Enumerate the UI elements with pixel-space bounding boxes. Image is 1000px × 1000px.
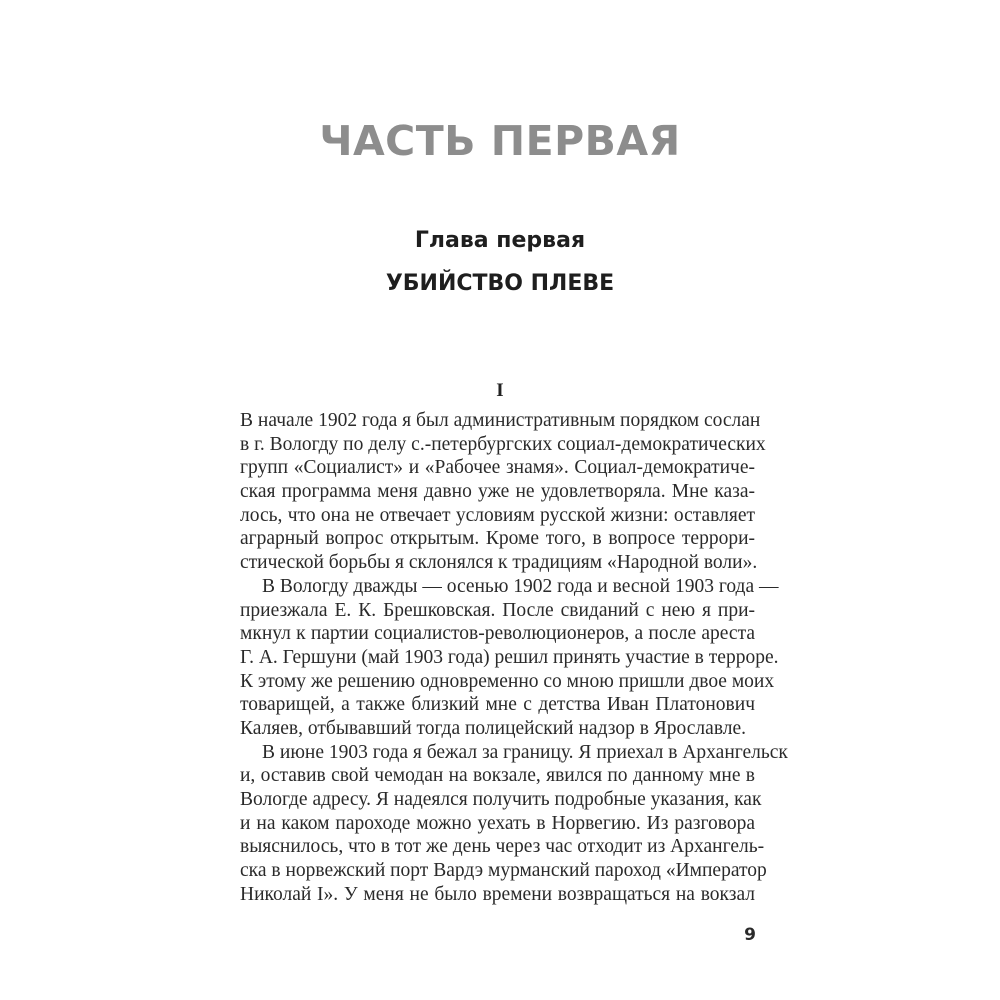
part-title: ЧАСТЬ ПЕРВАЯ <box>319 117 681 165</box>
text-line: Николай I». У меня не было времени возвращаться на вокзал <box>240 883 755 905</box>
section-number: I <box>496 380 504 401</box>
text-line: В июне 1903 года я бежал за границу. Я приехал в Архангельск <box>262 741 788 763</box>
text-line: ская программа меня давно уже не удовлетворяла. Мне каза- <box>240 481 755 503</box>
text-line: Г. А. Гершуни (май 1903 года) решил принять участие в терроре. <box>240 646 779 668</box>
text-line: приезжала Е. К. Брешковская. После свиданий с нею я при- <box>240 599 755 621</box>
text-line: товарищей, а также близкий мне с детства Иван Платонович <box>240 694 755 716</box>
text-line: лось, что она не отвечает условиям русской жизни: оставляет <box>240 504 755 526</box>
text-line: Вологде адресу. Я надеялся получить подробные указания, как <box>240 789 762 810</box>
text-line: К этому же решению одновременно со мною пришли двое моих <box>240 670 775 692</box>
text-line: мкнул к партии социалистов-революционеров, а после ареста <box>240 623 755 645</box>
text-line: выяснилось, что в тот же день через час отходит из Архангель- <box>240 836 765 858</box>
text-line: В Вологду дважды — осенью 1902 года и весной 1903 года — <box>262 575 779 597</box>
text-line: ска в норвежский порт Вардэ мурманский пароход «Император <box>240 860 767 882</box>
text-line: в г. Вологду по делу с.-петербургских социал-демократических <box>240 433 766 455</box>
text-line: стической борьбы я склонялся к традициям «Народной воли». <box>240 552 758 574</box>
body-text <box>240 409 788 906</box>
text-line: аграрный вопрос открытым. Кроме того, в вопросе террори- <box>240 528 755 550</box>
chapter-label: Глава первая <box>414 228 586 253</box>
text-line: Каляев, отбывавший тогда полицейский надзор в Ярославле. <box>240 717 747 739</box>
text-line: и, оставив свой чемодан на вокзале, явился по данному мне в <box>240 765 755 787</box>
text-line: В начале 1902 года я был административным порядком сослан <box>240 410 761 431</box>
chapter-title: УБИЙСТВО ПЛЕВЕ <box>385 271 615 296</box>
text-line: и на каком пароходе можно уехать в Норвегию. Из разговора <box>240 812 755 834</box>
text-line: групп «Социалист» и «Рабочее знамя». Социал-демократиче- <box>240 457 755 479</box>
page-number: 9 <box>744 925 756 945</box>
